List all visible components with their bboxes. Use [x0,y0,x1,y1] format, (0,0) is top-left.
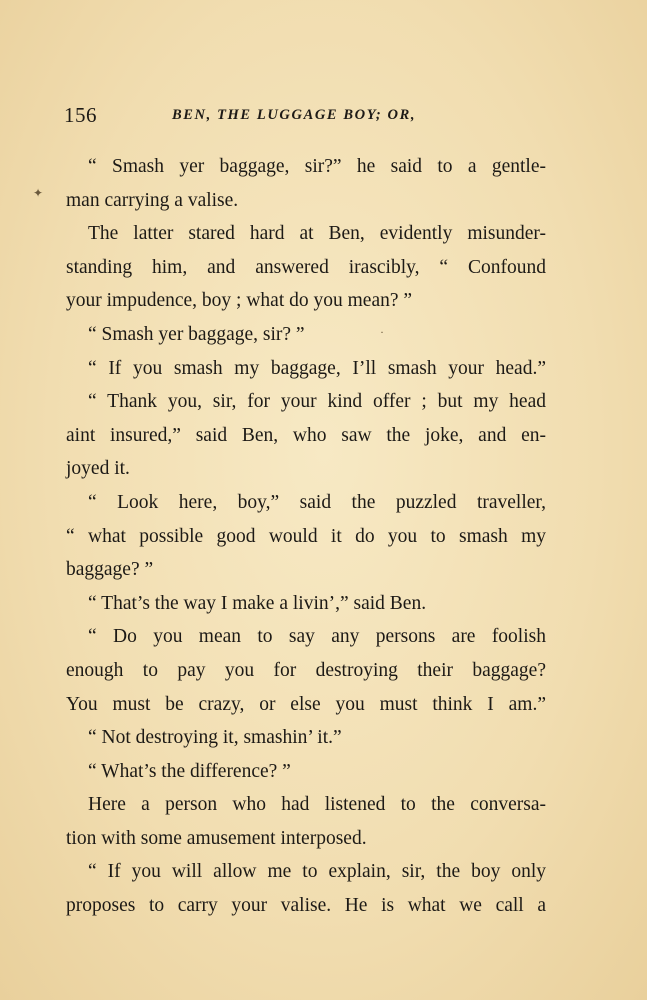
text-line: “ Look here, boy,” said the puzzled traveller, [88,491,546,513]
page-number: 156 [64,103,97,127]
text-line: You must be crazy, or else you must think I am.” [66,693,546,715]
text-line: “ Thank you, sir, for your kind offer ; but my head [88,391,546,413]
text-line: aint insured,” said Ben, who saw the joke, and en- [66,424,546,446]
page-header [64,103,544,129]
text-line: “ If you smash my baggage, I’ll smash your head.” [88,357,546,379]
text-line: tion with some amusement interposed. [66,827,367,849]
text-line: “ what possible good would it do you to smash my [66,525,546,547]
running-head: BEN, THE LUGGAGE BOY; OR, [172,107,417,123]
text-line: “ Smash yer baggage, sir? ” [88,323,305,345]
ink-speck: · [380,325,384,339]
text-line: “ Do you mean to say any persons are foolish [88,626,546,648]
text-line: proposes to carry your valise. He is what we call a [66,895,546,917]
text-line: “ If you will allow me to explain, sir, the boy only [88,861,546,883]
text-line: “ That’s the way I make a livin’,” said Ben. [88,592,427,614]
text-line: “ Not destroying it, smashin’ it.” [88,727,342,749]
text-line: “ What’s the difference? ” [88,760,291,782]
text-line: enough to pay you for destroying their baggage? [66,659,546,681]
margin-mark: ✦ [33,186,44,200]
text-line: your impudence, boy ; what do you mean? ” [66,290,413,312]
text-line: Here a person who had listened to the conversa- [88,794,546,816]
text-line: standing him, and answered irascibly, “ Confound [66,256,546,278]
text-line: “ Smash yer baggage, sir?” he said to a gentle- [88,156,546,177]
text-line: joyed it. [66,458,130,480]
body-text [66,150,546,923]
text-line: The latter stared hard at Ben, evidently misunder- [88,223,546,245]
text-line: man carrying a valise. [66,189,239,211]
text-line: baggage? ” [66,559,154,581]
